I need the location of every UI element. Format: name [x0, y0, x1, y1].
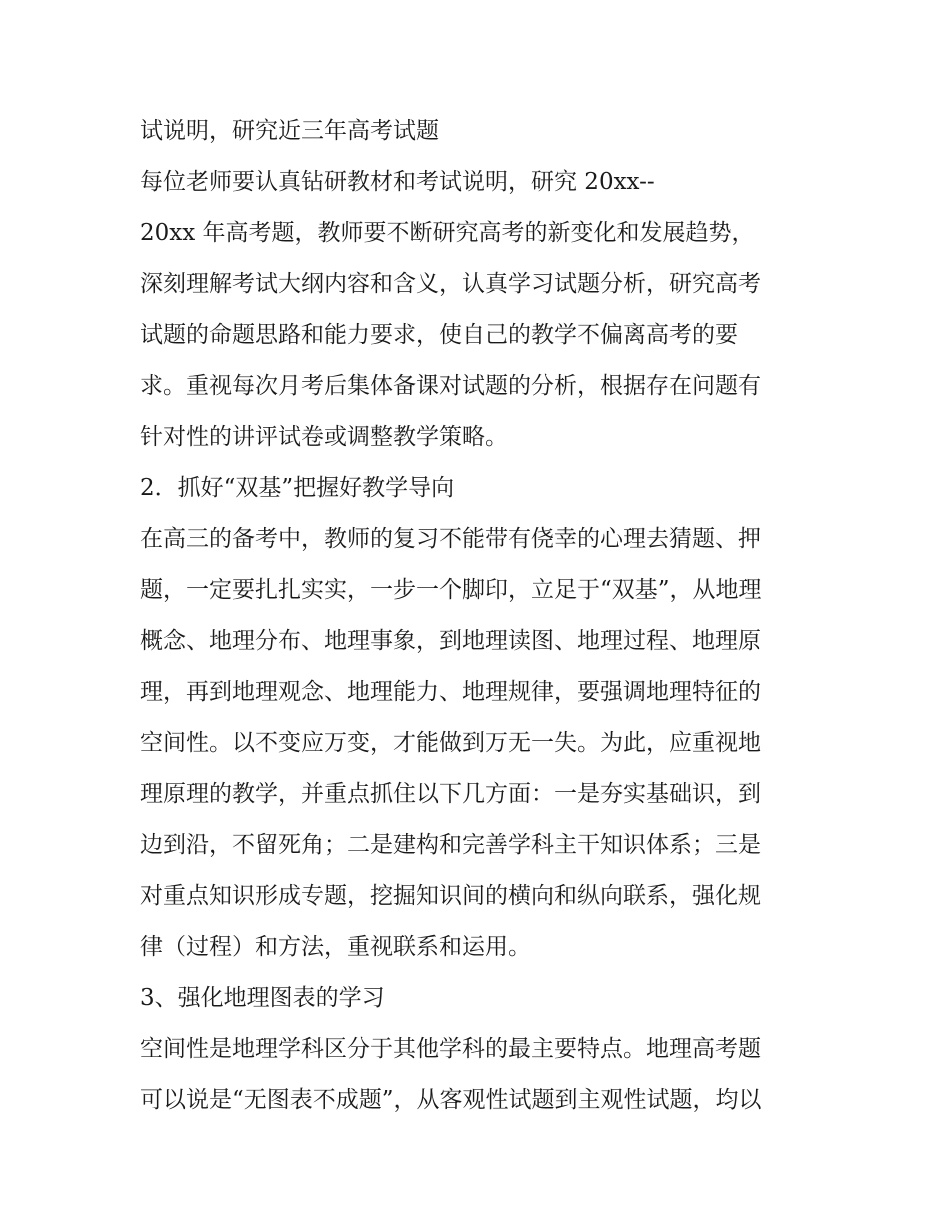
text-line-6: 求。重视每次月考后集体备课对试题的分析，根据存在问题有 [140, 373, 761, 399]
text-line-10: 题，一定要扎扎实实，一步一个脚印，立足于“双基”，从地理 [140, 577, 762, 603]
text-line-2: 每位老师要认真钻研教材和考试说明，研究 20xx-- [140, 169, 655, 195]
text-line-16: 对重点知识形成专题，挖掘知识间的横向和纵向联系，强化规 [140, 883, 761, 909]
text-line-15: 边到沿，不留死角；二是建构和完善学科主干知识体系；三是 [140, 832, 761, 858]
text-line-13: 空间性。以不变应万变，才能做到万无一失。为此，应重视地 [140, 730, 761, 756]
text-line-4: 深刻理解考试大纲内容和含义，认真学习试题分析，研究高考 [140, 271, 761, 297]
body-text [140, 106, 820, 1126]
text-line-17: 律（过程）和方法，重视联系和运用。 [140, 934, 531, 960]
text-line-5: 试题的命题思路和能力要求，使自己的教学不偏离高考的要 [140, 322, 738, 348]
text-line-9: 在高三的备考中，教师的复习不能带有侥幸的心理去猜题、押 [140, 526, 761, 552]
text-line-11: 概念、地理分布、地理事象，到地理读图、地理过程、地理原 [140, 628, 761, 654]
text-line-14: 理原理的教学，并重点抓住以下几方面：一是夯实基础识，到 [140, 781, 761, 807]
text-line-3: 20xx 年高考题，教师要不断研究高考的新变化和发展趋势， [140, 220, 755, 246]
section-heading-2: 2．抓好“双基”把握好教学导向 [140, 475, 455, 501]
text-line-20: 可以说是“无图表不成题”，从客观性试题到主观性试题，均以 [140, 1087, 762, 1113]
text-line-12: 理，再到地理观念、地理能力、地理规律，要强调地理特征的 [140, 679, 761, 705]
section-heading-3: 3、强化地理图表的学习 [140, 985, 385, 1011]
text-line-7: 针对性的讲评试卷或调整教学策略。 [140, 424, 508, 450]
text-line-19: 空间性是地理学科区分于其他学科的最主要特点。地理高考题 [140, 1036, 761, 1062]
text-line-1: 试说明，研究近三年高考试题 [140, 118, 439, 144]
